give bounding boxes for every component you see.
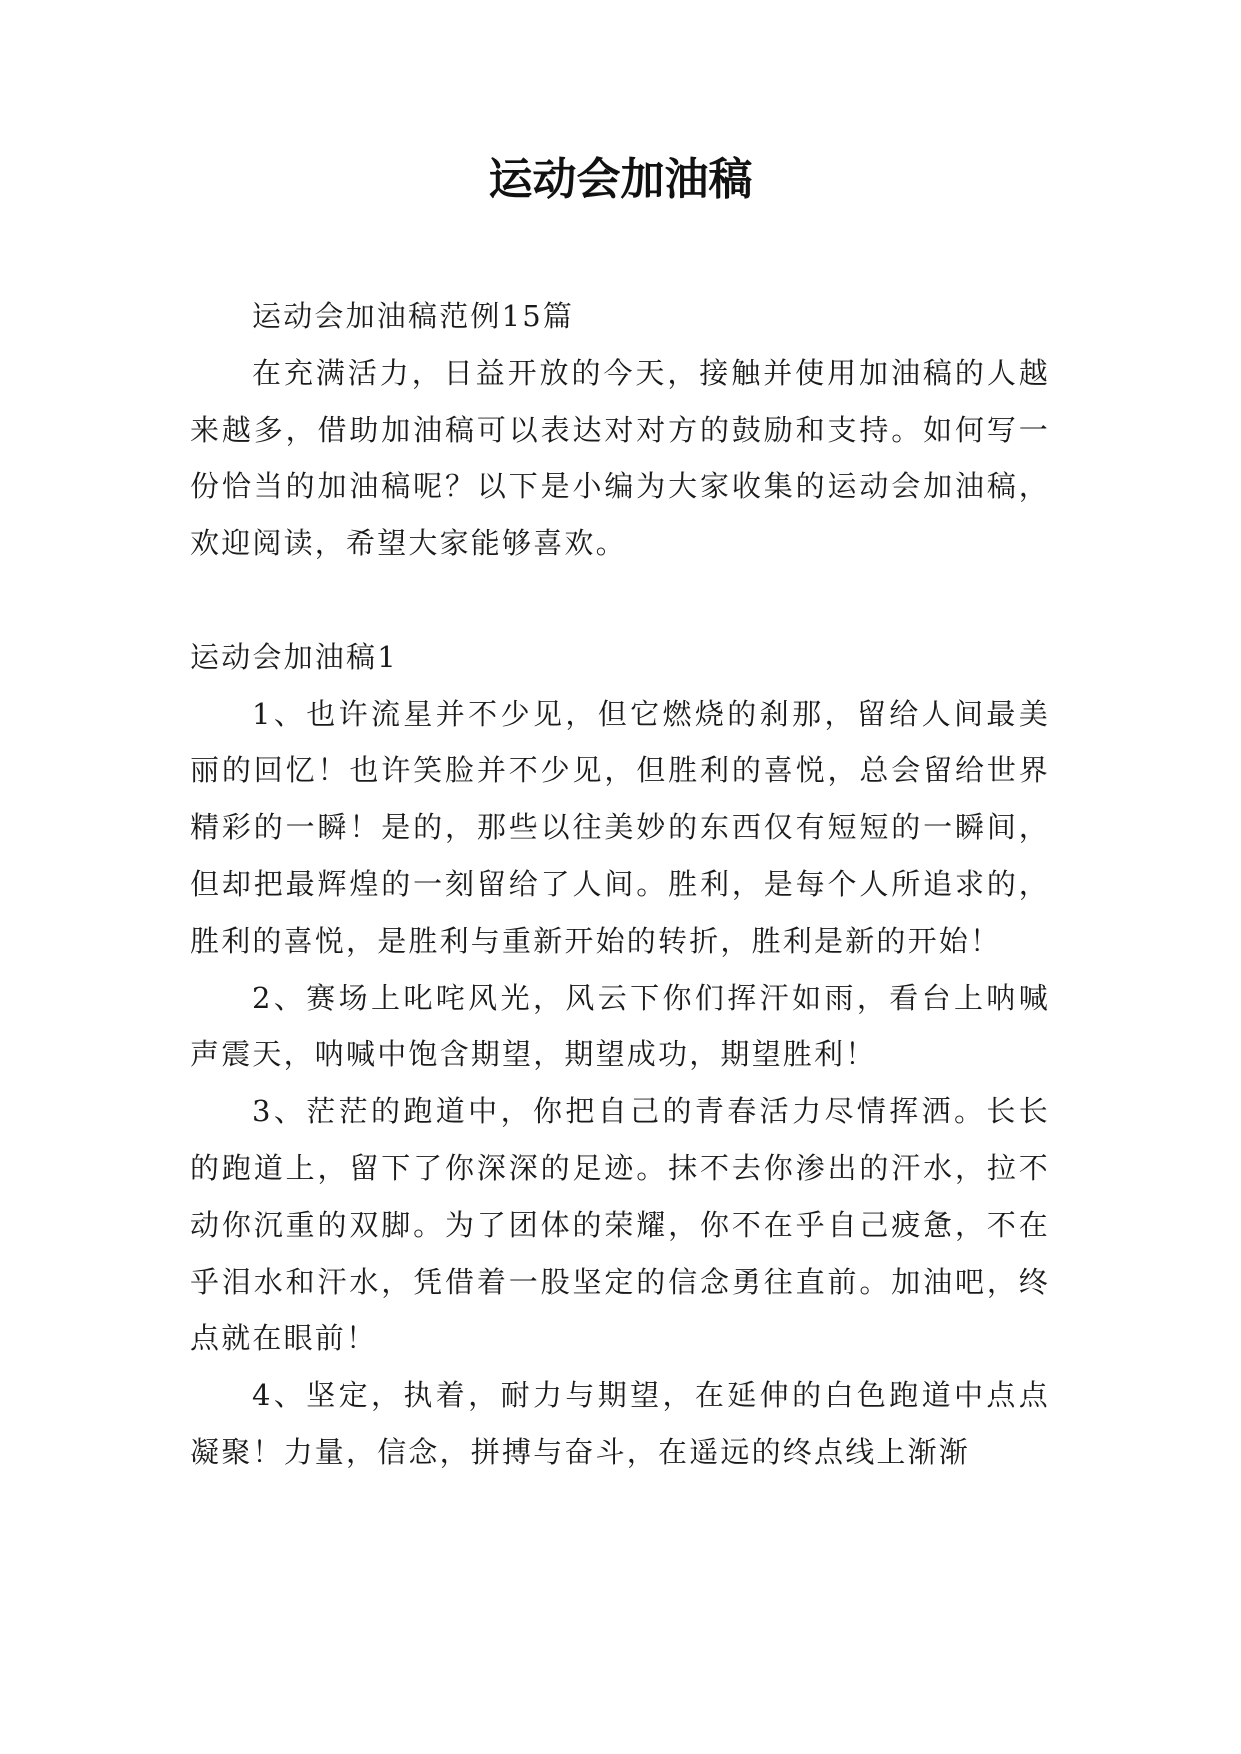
body-paragraph-3: 3、茫茫的跑道中，你把自己的青春活力尽情挥洒。长长的跑道上，留下了你深深的足迹。抹不去你渗出的汗水，拉不动你沉重的双脚。为了团体的荣耀，你不在乎自己疲惫，不在乎泪水和汗水，凭借着一股坚定的信念勇往直前。加油吧，终点就在眼前！: [190, 1094, 1050, 1356]
body-paragraph-2: 2、赛场上叱咤风光，风云下你们挥汗如雨，看台上呐喊声震天，呐喊中饱含期望，期望成功，期望胜利！: [190, 980, 1050, 1072]
section-heading: 运动会加油稿1: [190, 639, 398, 674]
intro-paragraph: 在充满活力，日益开放的今天，接触并使用加油稿的人越来越多，借助加油稿可以表达对对方的鼓励和支持。如何写一份恰当的加油稿呢？以下是小编为大家收集的运动会加油稿，欢迎阅读，希望大家能够喜欢。: [190, 355, 1050, 561]
body-paragraph-1: 1、也许流星并不少见，但它燃烧的刹那，留给人间最美丽的回忆！也许笑脸并不少见，但胜利的喜悦，总会留给世界精彩的一瞬！是的，那些以往美妙的东西仅有短短的一瞬间，但却把最辉煌的一刻留给了人间。胜利，是每个人所追求的，胜利的喜悦，是胜利与重新开始的转折，胜利是新的开始！: [190, 696, 1050, 958]
body-paragraph-4: 4、坚定，执着，耐力与期望，在延伸的白色跑道中点点凝聚！力量，信念，拼搏与奋斗，在遥远的终点线上渐渐: [190, 1378, 1050, 1469]
paragraph-spacer: [190, 572, 1050, 629]
document-title: 运动会加油稿: [488, 154, 753, 205]
document-subtitle: 运动会加油稿范例15篇: [252, 299, 575, 333]
document-body: [190, 288, 1050, 1481]
